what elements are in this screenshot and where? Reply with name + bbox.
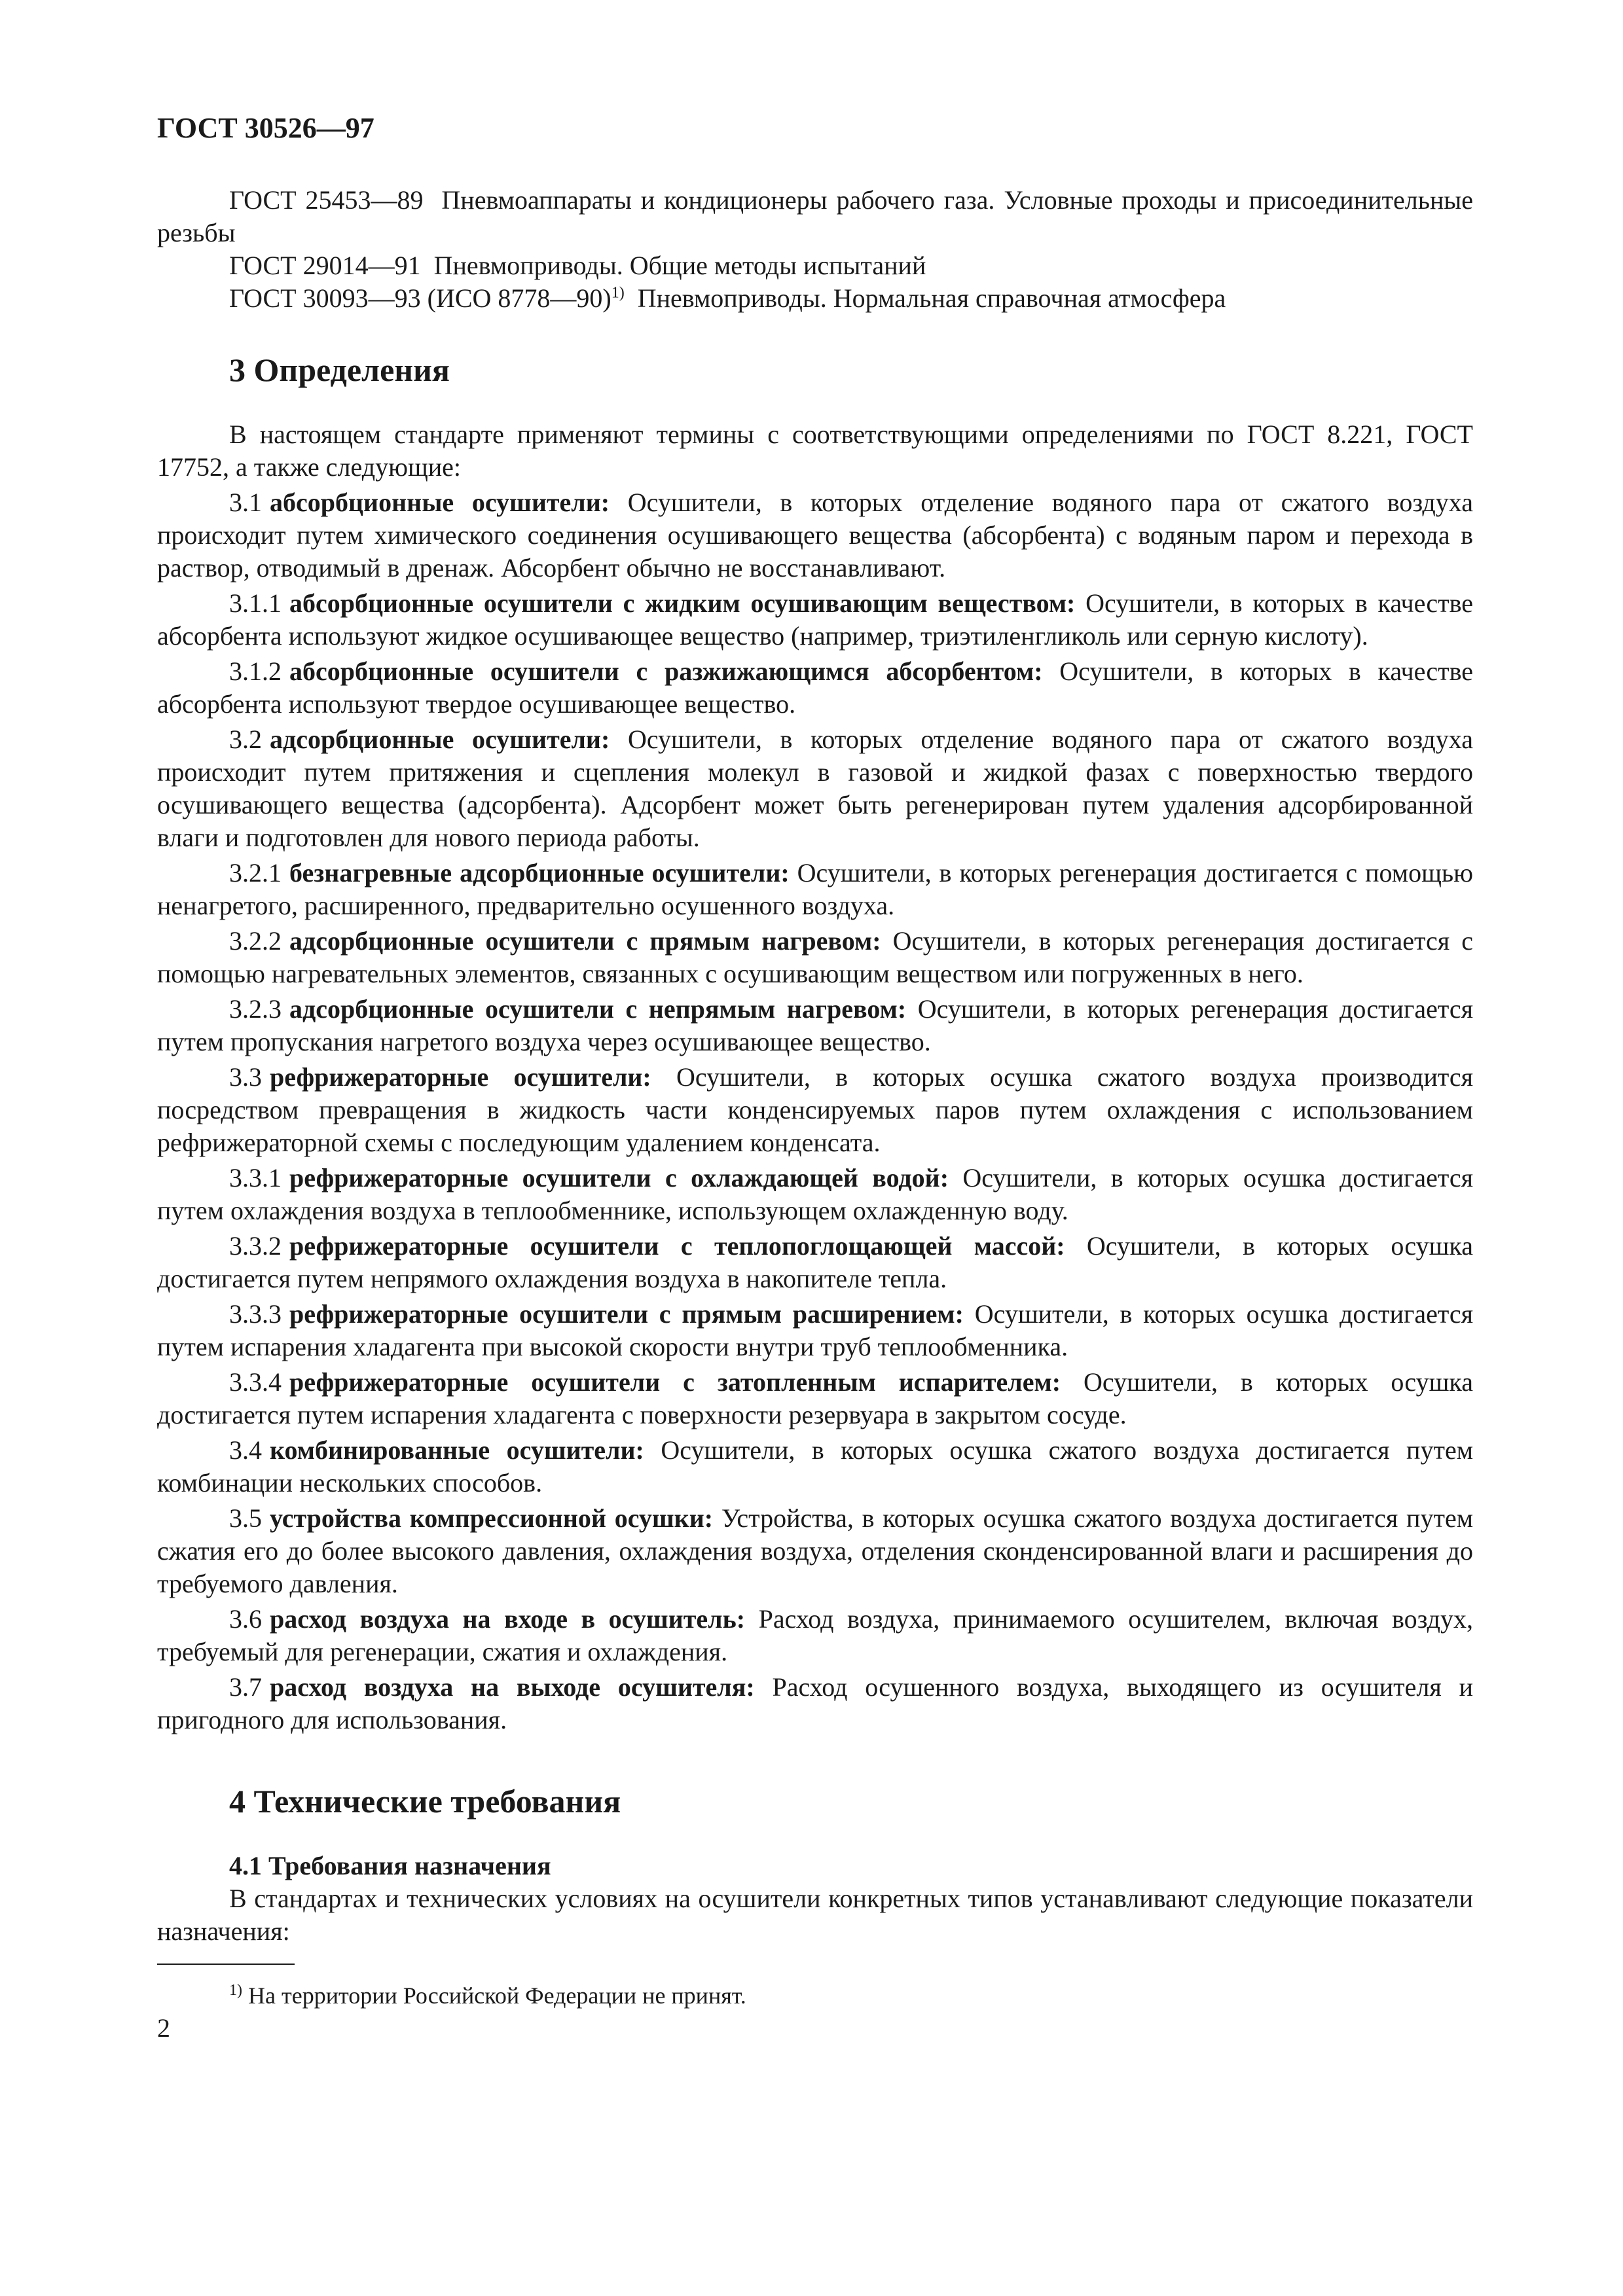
- subsection-heading: 4.1 Требования назначения: [229, 1851, 551, 1880]
- definition-number: 3.5: [229, 1503, 262, 1533]
- definition-text: Устройства, в которых осушка сжатого воздуха достигается путем сжатия его до более высокого давления, охлаждения воздуха, отделения сконденсированной влаги и расширения до требуемого давления.: [157, 1503, 1474, 1598]
- reference-item: ГОСТ 25453—89 Пневмоаппараты и кондиционеры рабочего газа. Условные проходы и присоединительные резьбы: [157, 185, 1473, 247]
- definition-term: рефрижераторные осушители:: [270, 1062, 651, 1092]
- definition-text: Осушители, в которых отделение водяного пара от сжатого воздуха происходит путем химического соединения осушивающего вещества (абсорбента) с водяным паром и перехода в раствор, отводимый в дренаж. Абсорбент обычно не восстанавливают.: [157, 488, 1474, 583]
- definition-text: Осушители, в которых в качестве абсорбента используют твердое осушивающее вещество.: [157, 656, 1474, 719]
- section-intro: В настоящем стандарте применяют термины с соответствующими определениями по ГОСТ 8.221, ГОСТ 17752, а также следующие:: [157, 420, 1473, 482]
- definition-item: [157, 1230, 1473, 1295]
- reference-item: ГОСТ 30093—93 (ИСО 8778—90)$^{1)}$ Пневмоприводы. Нормальная справочная атмосфера: [229, 283, 1226, 313]
- definition-item: [157, 587, 1473, 653]
- definition-item: [157, 857, 1473, 922]
- definition-term: абсорбционные осушители:: [270, 488, 610, 517]
- document-page: [157, 111, 1473, 2011]
- definition-text: Осушители, в которых отделение водяного пара от сжатого воздуха происходит путем притяжения и сцепления молекул в газовой и жидкой фазах с поверхностью твердого осушивающего вещества (адсорбента). Адсорбент может быть регенерирован путем удаления адсорбированной влаги и подготовлен для нового периода работы.: [157, 725, 1473, 852]
- definition-number: 3.3.4: [229, 1367, 282, 1397]
- definition-text: Расход осушенного воздуха, выходящего из осушителя и пригодного для использования.: [157, 1672, 1473, 1734]
- definition-number: 3.2.3: [229, 994, 282, 1024]
- normative-references: [157, 184, 1473, 315]
- definition-number: 3.2.2: [229, 926, 282, 956]
- section-heading: 4 Технические требования: [229, 1783, 621, 1820]
- definition-term: адсорбционные осушители с непрямым нагревом:: [289, 994, 907, 1024]
- definition-term: безнагревные адсорбционные осушители:: [289, 858, 790, 888]
- definition-term: адсорбционные осушители:: [270, 725, 610, 754]
- definition-item: [157, 1502, 1473, 1600]
- definition-number: 3.2: [229, 725, 262, 754]
- definition-number: 3.4: [229, 1435, 262, 1465]
- definition-term: рефрижераторные осушители с теплопоглощающей массой:: [289, 1231, 1065, 1261]
- definition-term: комбинированные осушители:: [270, 1435, 644, 1465]
- definition-term: рефрижераторные осушители с затопленным испарителем:: [289, 1367, 1061, 1397]
- definition-term: рефрижераторные осушители с охлаждающей водой:: [289, 1163, 949, 1193]
- section-paragraph: В стандартах и технических условиях на осушители конкретных типов устанавливают следующие показатели назначения:: [157, 1884, 1473, 1946]
- definition-term: расход воздуха на выходе осушителя:: [270, 1672, 755, 1702]
- definition-item: [157, 655, 1473, 721]
- definition-text: Осушители, в которых осушка достигается путем испарения хладагента при высокой скорости внутри труб теплообменника.: [157, 1299, 1474, 1361]
- definition-item: [157, 1366, 1473, 1431]
- definition-number: 3.3.1: [229, 1163, 282, 1193]
- definition-term: абсорбционные осушители с жидким осушивающим веществом:: [289, 588, 1076, 618]
- definition-number: 3.2.1: [229, 858, 282, 888]
- page-number: 2: [157, 2013, 170, 2043]
- definition-text: Осушители, в которых осушка достигается путем охлаждения воздуха в теплообменнике, использующем охлажденную воду.: [157, 1163, 1474, 1225]
- definition-item: [157, 925, 1473, 990]
- definition-item: [157, 993, 1473, 1058]
- footnote-divider: [157, 1964, 295, 1965]
- definition-item: [157, 1603, 1473, 1668]
- definition-text: Осушители, в которых осушка достигается путем испарения хладагента с поверхности резервуара в закрытом сосуде.: [157, 1367, 1474, 1429]
- definitions-list: [157, 486, 1473, 1736]
- definition-term: адсорбционные осушители с прямым нагревом:: [289, 926, 881, 956]
- definition-number: 3.7: [229, 1672, 262, 1702]
- definition-item: [157, 1162, 1473, 1227]
- reference-item: ГОСТ 29014—91 Пневмоприводы. Общие методы испытаний: [229, 251, 926, 280]
- definition-term: устройства компрессионной осушки:: [270, 1503, 714, 1533]
- definition-term: абсорбционные осушители с разжижающимся абсорбентом:: [289, 656, 1043, 686]
- definition-number: 3.1.2: [229, 656, 282, 686]
- definition-item: [157, 1298, 1473, 1363]
- definition-number: 3.1: [229, 488, 262, 517]
- definition-text: Расход воздуха, принимаемого осушителем, включая воздух, требуемый для регенерации, сжатия и охлаждения.: [157, 1604, 1474, 1666]
- definition-text: Осушители, в которых осушка сжатого воздуха производится посредством превращения в жидкость части конденсируемых паров путем охлаждения с использованием рефрижераторной схемы с последующим удалением конденсата.: [157, 1062, 1473, 1157]
- definition-text: Осушители, в которых осушка достигается путем непрямого охлаждения воздуха в накопителе тепла.: [157, 1231, 1473, 1293]
- definition-text: Осушители, в которых в качестве абсорбента используют жидкое осушивающее вещество (например, триэтиленгликоль или серную кислоту).: [157, 588, 1474, 651]
- footnote: $^{1)}$ На территории Российской Федерации не принят.: [229, 1982, 746, 2009]
- definition-item: [157, 1434, 1473, 1499]
- definition-item: [157, 1061, 1473, 1159]
- definition-item: [157, 486, 1473, 584]
- definition-term: рефрижераторные осушители с прямым расширением:: [289, 1299, 964, 1329]
- definition-text: Осушители, в которых регенерация достигается с помощью нагревательных элементов, связанных с осушивающим веществом или погруженных в него.: [157, 926, 1473, 988]
- definition-number: 3.3.2: [229, 1231, 282, 1261]
- section-heading: 3 Определения: [229, 351, 450, 388]
- document-header: ГОСТ 30526—97: [157, 112, 374, 144]
- definition-number: 3.3.3: [229, 1299, 282, 1329]
- definition-number: 3.3: [229, 1062, 262, 1092]
- definition-text: Осушители, в которых осушка сжатого воздуха достигается путем комбинации нескольких способов.: [157, 1435, 1474, 1498]
- definition-item: [157, 723, 1473, 854]
- footnote-mark: 1): [611, 284, 625, 302]
- definition-number: 3.6: [229, 1604, 262, 1634]
- definition-item: [157, 1671, 1473, 1736]
- definition-number: 3.1.1: [229, 588, 282, 618]
- definition-text: Осушители, в которых регенерация достигается с помощью ненагретого, расширенного, предварительно осушенного воздуха.: [157, 858, 1474, 920]
- definition-text: Осушители, в которых регенерация достигается путем пропускания нагретого воздуха через осушивающее вещество.: [157, 994, 1473, 1056]
- definition-term: расход воздуха на входе в осушитель:: [270, 1604, 746, 1634]
